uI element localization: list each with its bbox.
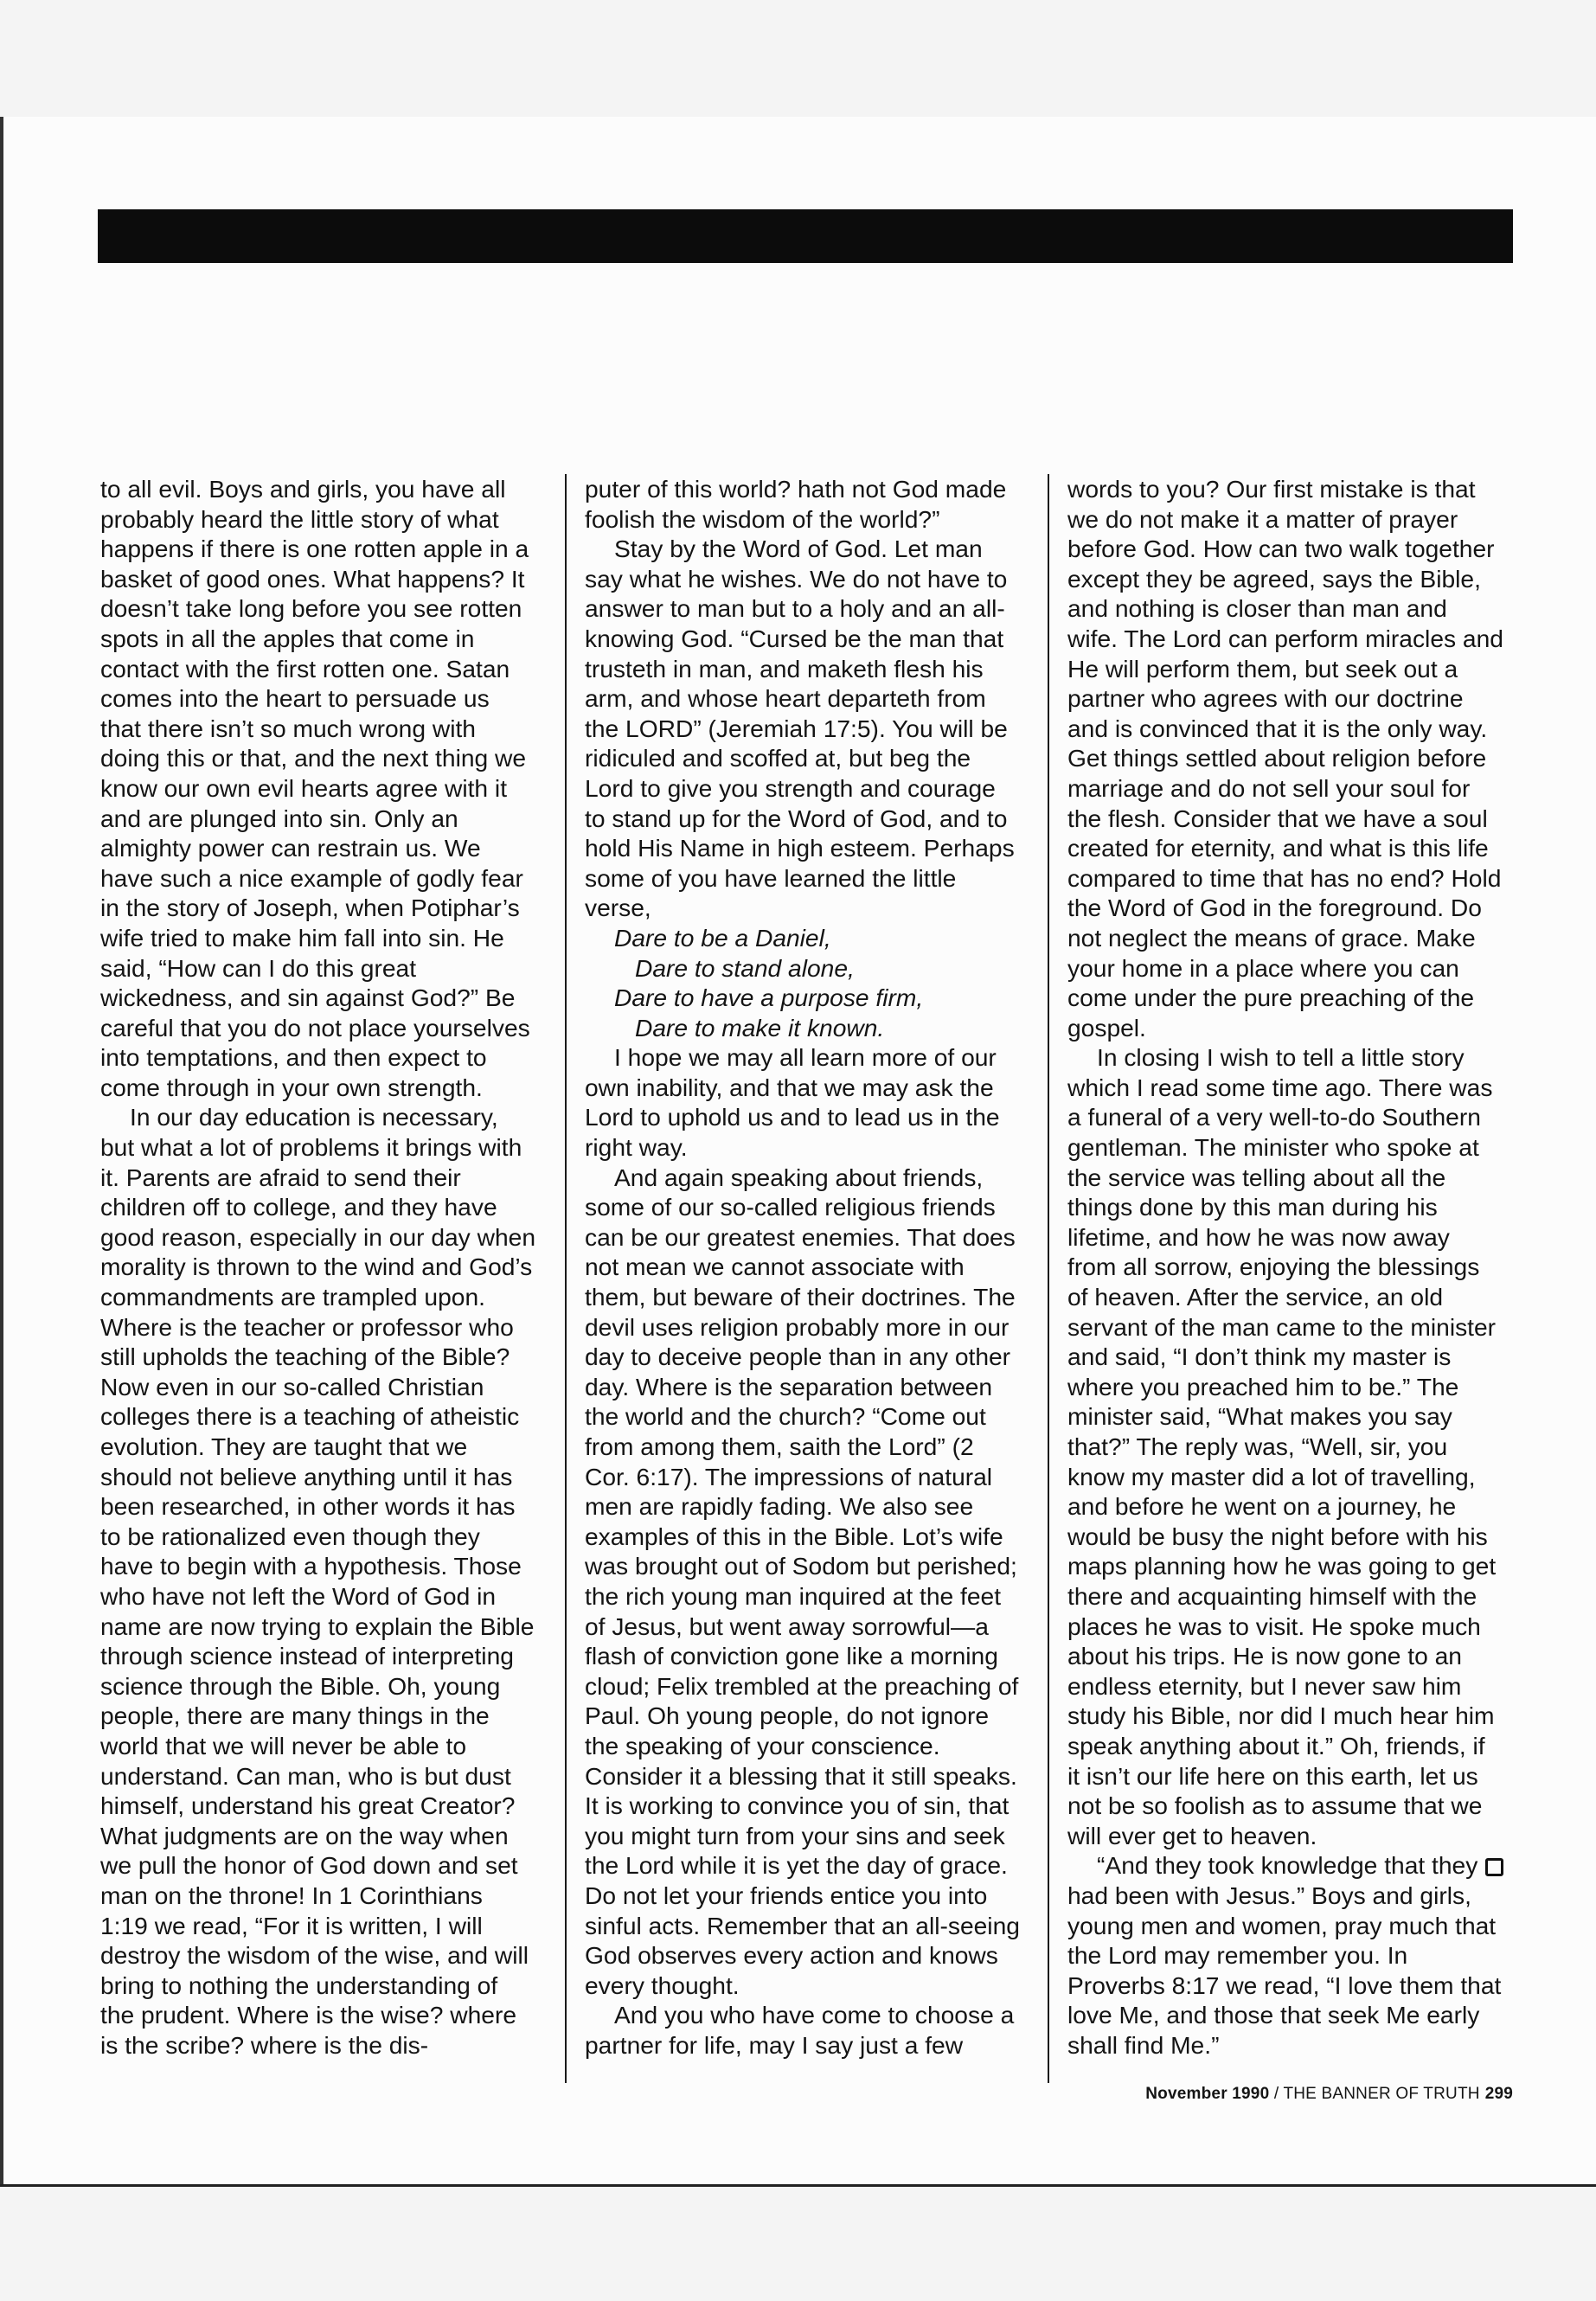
poem-line: Dare to stand alone, bbox=[635, 953, 855, 982]
paragraph bbox=[1067, 1850, 1503, 2060]
column-2 bbox=[585, 474, 1021, 2060]
poem-line: Dare to make it known. bbox=[635, 1013, 885, 1042]
paragraph: Stay by the Word of God. Let man say what he wishes. We do not have to answer to man but to a holy and an all-knowing God. “Cursed be the man that trusteth in man, and maketh flesh his arm, and whose heart departeth from the LORD” (Jeremiah 17:5). You will be ridiculed and scoffed at, but beg the Lord to give you strength and courage to stand up for the Word of God, and to hold His Name in high esteem. Perhaps some of you have learned the little verse, bbox=[585, 535, 1015, 922]
paragraph: In closing I wish to tell a little story which I read some time ago. There was a funeral of a very well-to-do Southern gentleman. The minister who spoke at the service was telling about all the things done by this man during his lifetime, and how he was now away from all sorrow, enjoying the blessings of heaven. After the service, an old servant of the man came to the minister and said, “I don’t think my master is where you preached him to be.” The minister said, “What makes you say that?” The reply was, “Well, sir, you know my master did a lot of travelling, and before he went on a journey, he would be busy the night before with his maps planning how he was going to get there and acquainting himself with the places he was to visit. He spoke much about his trips. He is now gone to an endless eternity, but I never saw him study his Bible, nor did I much hear him speak anything about it.” Oh, friends, if it isn’t our life here on this earth, let us not be so foolish as to assume that we will ever get to heaven. bbox=[1067, 1043, 1497, 1849]
paragraph: And again speaking about friends, some of our so-called religious friends can be our greatest enemies. That does not mean we cannot associate with them, but beware of their doctrines. The devil uses religion probably more in our day to deceive people than in any other day. Where is the separation between the world and the church? “Come out from among them, saith the Lord” (2 Cor. 6:17). The impressions of natural men are rapidly fading. We also see examples of this in the Bible. Lot’s wife was brought out of Sodom but perished; the rich young man inquired at the feet of Jesus, but went away sorrowful—a flash of conviction gone like a morning cloud; Felix trembled at the preaching of Paul. Oh young people, do not ignore the speaking of your conscience. Consider it a blessing that it still speaks. It is working to convince you of sin, that you might turn from your sins and seek the Lord while it is yet the day of grace. Do not let your friends entice you into sinful acts. Remember that an all-seeing God observes every action and knows every thought. bbox=[585, 1163, 1020, 1999]
end-of-article-square-icon bbox=[1485, 1858, 1503, 1876]
poem-line: Dare to have a purpose firm, bbox=[614, 984, 924, 1012]
column-1 bbox=[100, 474, 536, 2060]
column-divider bbox=[565, 474, 567, 2083]
page-edge bbox=[0, 117, 3, 2184]
poem bbox=[585, 923, 1021, 1042]
footer-date: November 1990 bbox=[1145, 2085, 1270, 2103]
paragraph: words to you? Our first mistake is that we do not make it a matter of prayer before God. How can two walk together except they be agreed, says the Bible, and nothing is closer than man and wife. The Lord can perform miracles and He will perform them, but seek out a partner who agrees with our doctrine and is convinced that it is the only way. Get things settled about religion before marriage and do not sell your soul for the flesh. Consider that we have a soul created for eternity, and what is this life compared to time that has no end? Hold the Word of God in the foreground. Do not neglect the means of grace. Make your home in a place where you can come under the pure preaching of the gospel. bbox=[1067, 475, 1503, 1042]
header-bar bbox=[98, 209, 1513, 263]
paragraph: to all evil. Boys and girls, you have all probably heard the little story of what happens if there is one rotten apple in a basket of good ones. What happens? It doesn’t take long before you see rotten spots in all the apples that come in contact with the first rotten one. Satan comes into the heart to persuade us that there isn’t so much wrong with doing this or that, and the next thing we know our own evil hearts agree with it and are plunged into sin. Only an almighty power can restrain us. We have such a nice example of godly fear in the story of Joseph, when Potiphar’s wife tried to make him fall into sin. He said, “How can I do this great wickedness, and sin against God?” Be careful that you do not place yourselves into temptations, and then expect to come through in your own strength. bbox=[100, 475, 530, 1101]
column-divider bbox=[1048, 474, 1049, 2083]
column-3 bbox=[1067, 474, 1503, 2060]
page-footer bbox=[1145, 2085, 1513, 2104]
page-number: 299 bbox=[1484, 2085, 1513, 2103]
paragraph: And you who have come to choose a partner for life, may I say just a few bbox=[585, 2001, 1015, 2059]
paragraph: In our day education is necessary, but what a lot of problems it brings with it. Parents are afraid to send their children off to college, and they have good reason, especially in our day when morality is thrown to the wind and God’s commandments are trampled upon. Where is the teacher or professor who still upholds the teaching of the Bible? Now even in our so-called Christian colleges there is a teaching of atheistic evolution. They are taught that we should not believe anything until it has been researched, in other words it has to be rationalized even though they have to begin with a hypothesis. Those who have not left the Word of God in name are now trying to explain the Bible through science instead of interpreting science through the Bible. Oh, young people, there are many things in the world that we will never be able to understand. Can man, who is but dust himself, understand his great Creator? What judgments are on the way when we pull the honor of God down and set man on the throne! In 1 Corinthians 1:19 we read, “For it is written, I will destroy the wisdom of the wise, and will bring to nothing the understanding of the prudent. Where is the wise? where is the scribe? where is the dis- bbox=[100, 1103, 535, 2059]
paragraph: puter of this world? hath not God made foolish the wisdom of the world?” bbox=[585, 475, 1007, 533]
footer-magazine: THE BANNER OF TRUTH bbox=[1283, 2085, 1480, 2103]
paragraph: I hope we may all learn more of our own inability, and that we may ask the Lord to uphold us and to lead us in the right way. bbox=[585, 1043, 1000, 1162]
poem-line: Dare to be a Daniel, bbox=[614, 923, 831, 952]
paragraph-text: “And they took knowledge that they had been with Jesus.” Boys and girls, young men and women, pray much that the Lord may remember you. In Proverbs 8:17 we read, “I love them that love Me, and those that seek Me early shall find Me.” bbox=[1067, 1851, 1502, 2059]
footer-separator: / bbox=[1269, 2085, 1284, 2103]
